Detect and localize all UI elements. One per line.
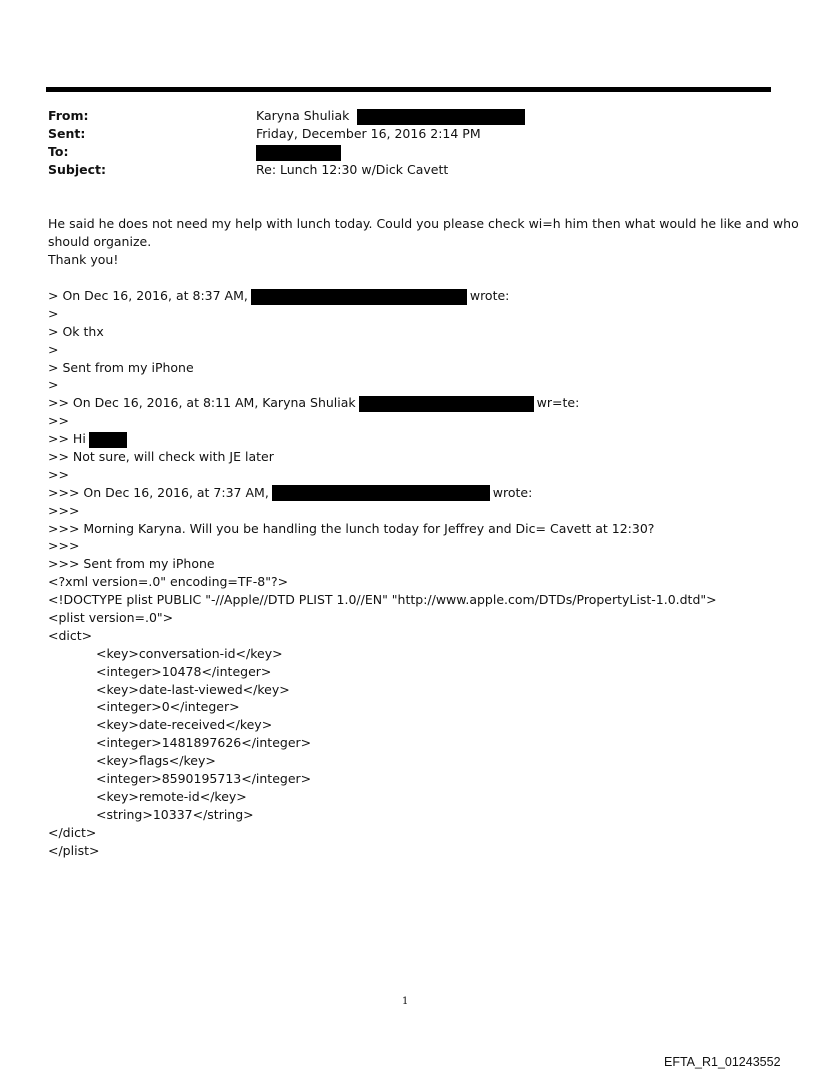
quoted-line: >>> Sent from my iPhone (48, 556, 215, 572)
quoted-line: >>> (48, 502, 80, 518)
redaction-block (272, 485, 490, 501)
plist-line: <integer>1481897626</integer> (96, 735, 312, 751)
redaction-block (89, 432, 127, 448)
from-name: Karyna Shuliak (256, 108, 350, 123)
quoted-line (48, 394, 776, 412)
subject-row (48, 161, 768, 179)
quoted-line (48, 484, 776, 502)
email-header (48, 107, 768, 179)
quoted-text: wr=te: (536, 395, 580, 411)
subject-label: Subject: (48, 162, 106, 177)
plist-line: </dict> (48, 824, 97, 840)
quoted-line: >>> (48, 538, 80, 554)
plist-line: <key>remote-id</key> (96, 788, 247, 804)
plist-line: <key>conversation-id</key> (96, 645, 283, 661)
document-id: EFTA_R1_01243552 (664, 1055, 781, 1069)
email-body (48, 215, 799, 860)
plist-line: <string>10337</string> (96, 806, 254, 822)
from-value (256, 107, 525, 125)
sent-value: Friday, December 16, 2016 2:14 PM (256, 126, 481, 141)
to-row (48, 143, 768, 161)
from-row (48, 107, 768, 125)
quoted-line (48, 287, 776, 305)
quoted-text: wrote: (492, 484, 533, 500)
quoted-text: > On Dec 16, 2016, at 8:37 AM, (48, 288, 248, 303)
quoted-line: >> Not sure, will check with JE later (48, 449, 274, 465)
plist-line: <!DOCTYPE plist PUBLIC "-//Apple//DTD PLIST 1.0//EN" "http://www.apple.com/DTDs/PropertyList-1.0.dtd"> (48, 592, 717, 608)
quoted-line: >> (48, 466, 69, 482)
quoted-line: >> (48, 413, 69, 429)
subject-value: Re: Lunch 12:30 w/Dick Cavett (256, 162, 449, 177)
redaction-block (357, 109, 525, 125)
redaction-block (359, 396, 534, 412)
quoted-line: >>> Morning Karyna. Will you be handling the lunch today for Jeffrey and Dic= Cavett at 12:30? (48, 520, 655, 536)
quoted-line: > Sent from my iPhone (48, 359, 194, 375)
message-line: He said he does not need my help with lunch today. Could you please check wi=h him then what would he like and who (48, 216, 799, 231)
sent-label: Sent: (48, 126, 86, 141)
plist-line: </plist> (48, 842, 100, 858)
plist-line: <integer>10478</integer> (96, 663, 272, 679)
header-rule (46, 87, 771, 92)
quoted-line: > Ok thx (48, 323, 104, 339)
plist-line: <?xml version=.0" encoding=TF-8"?> (48, 574, 289, 590)
plist-line: <integer>8590195713</integer> (96, 771, 312, 787)
plist-line: <key>date-received</key> (96, 717, 273, 733)
to-value (256, 143, 341, 161)
quoted-text: wrote: (469, 288, 510, 303)
to-label: To: (48, 144, 69, 159)
redaction-block (256, 145, 341, 161)
page-number: 1 (402, 996, 409, 1007)
plist-line: <integer>0</integer> (96, 699, 240, 715)
quoted-text: >>> On Dec 16, 2016, at 7:37 AM, (48, 484, 269, 500)
from-label: From: (48, 108, 89, 123)
message-line: Thank you! (48, 252, 119, 267)
plist-line: <dict> (48, 627, 93, 643)
message-line: should organize. (48, 234, 152, 249)
redaction-block (251, 289, 467, 305)
quoted-text: >> On Dec 16, 2016, at 8:11 AM, Karyna Shuliak (48, 395, 356, 411)
sent-row (48, 125, 768, 143)
quoted-line: > (48, 377, 59, 393)
plist-line: <key>flags</key> (96, 753, 216, 769)
quoted-line (48, 430, 776, 448)
quoted-line: > (48, 341, 59, 357)
plist-line: <plist version=.0"> (48, 610, 174, 626)
spacer (48, 269, 776, 287)
quoted-line: > (48, 305, 59, 321)
quoted-text: >> Hi (48, 431, 86, 447)
plist-line: <key>date-last-viewed</key> (96, 681, 290, 697)
